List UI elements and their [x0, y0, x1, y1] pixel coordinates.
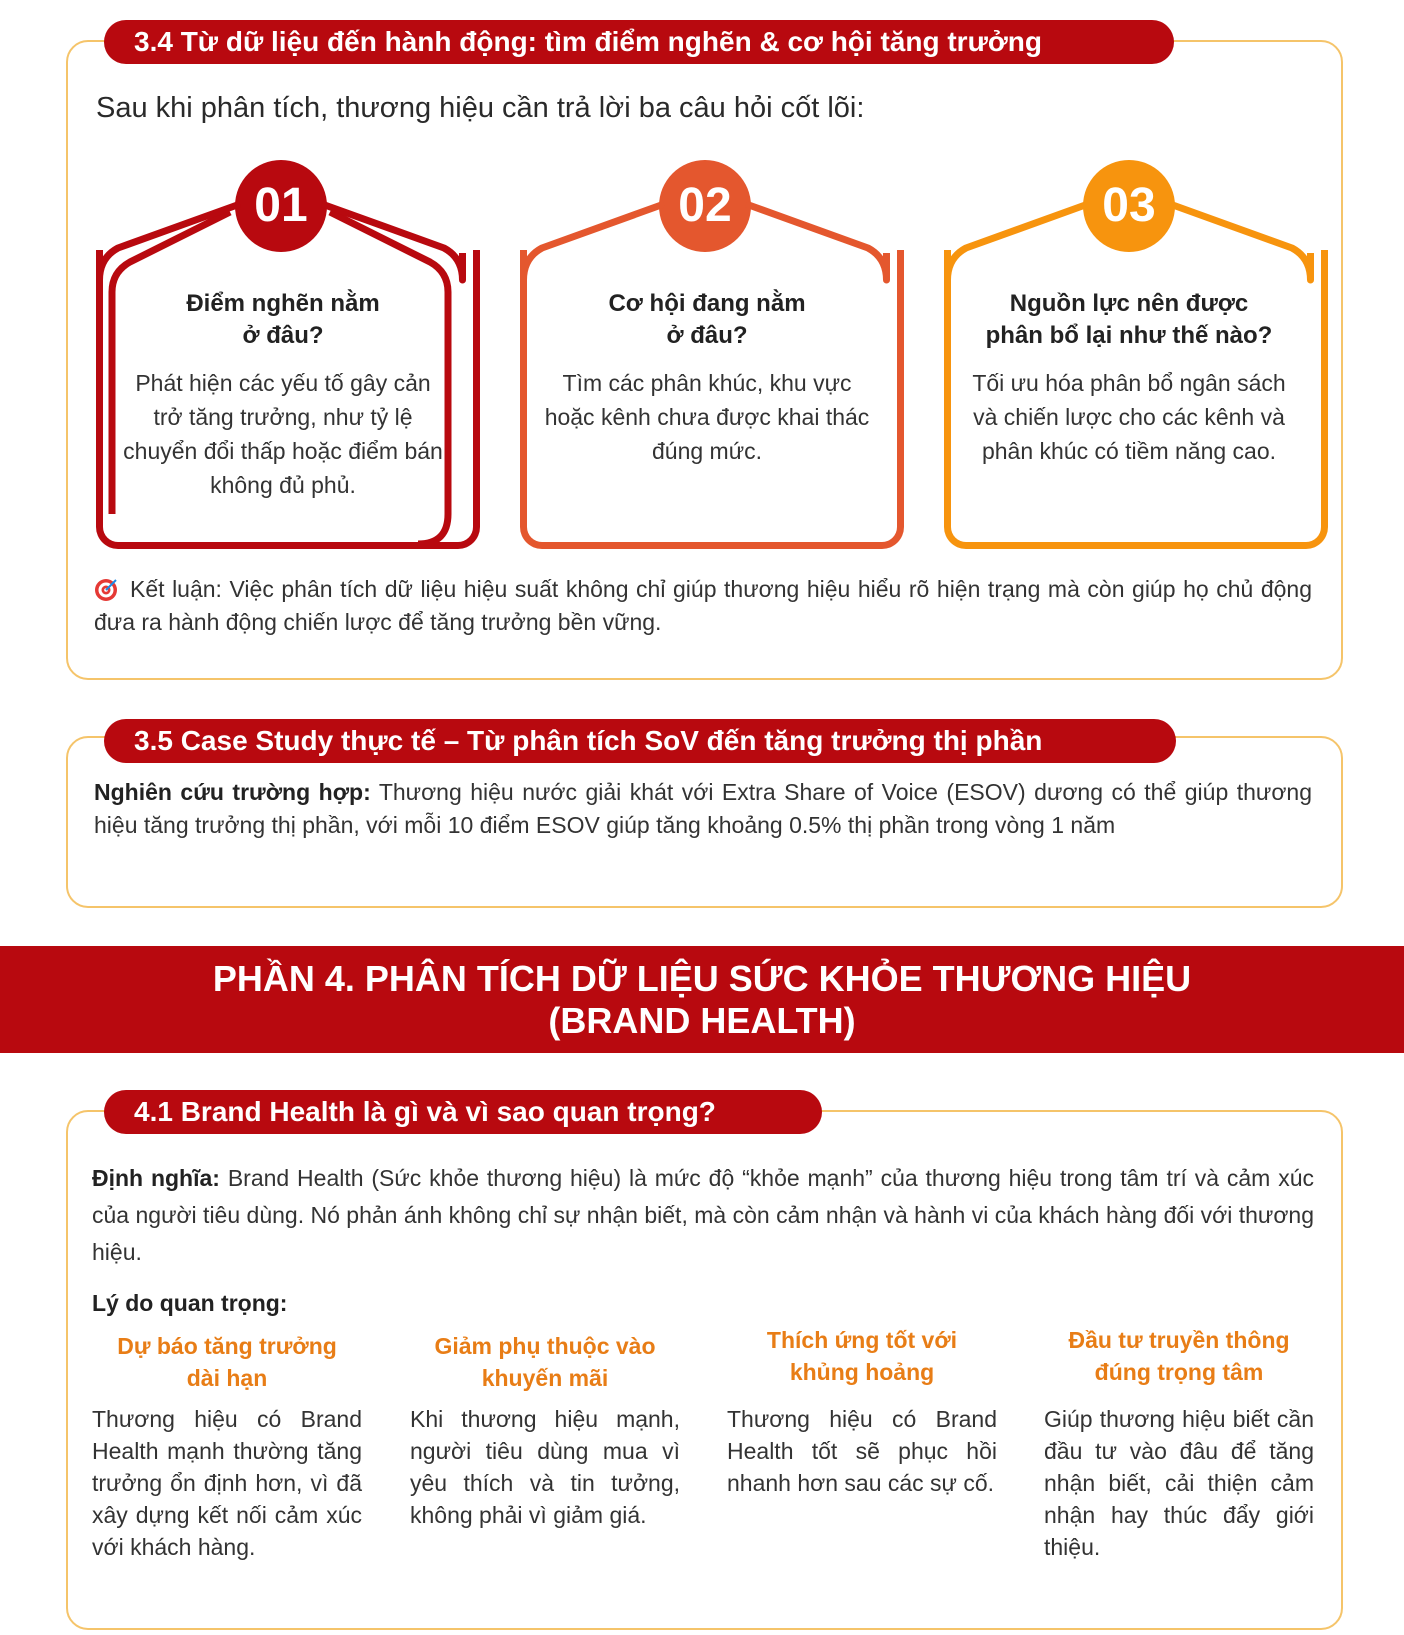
conclusion-text	[94, 573, 1312, 639]
reason-2-title-line1: Giảm phụ thuộc vào	[434, 1333, 656, 1359]
reasons-label: Lý do quan trọng:	[92, 1290, 288, 1316]
card-2-title-line1: Cơ hội đang nằm	[608, 290, 806, 317]
card-1-desc: Phát hiện các yếu tố gây cản trở tăng trưởng, như tỷ lệ chuyển đổi thấp hoặc điểm bán không đủ phủ.	[123, 370, 443, 498]
section-4-1-heading: 4.1 Brand Health là gì và vì sao quan trọng?	[104, 1090, 822, 1134]
case-study-text	[94, 776, 1312, 842]
reason-4-title	[1044, 1324, 1314, 1388]
card-2-number: 02	[659, 160, 751, 252]
card-3-title-line1: Nguồn lực nên được	[1009, 290, 1249, 317]
reason-2-title	[410, 1330, 680, 1394]
card-3-number: 03	[1083, 160, 1175, 252]
case-study-label: Nghiên cứu trường hợp:	[94, 779, 371, 805]
part-4-title-line2: (BRAND HEALTH)	[548, 1000, 856, 1041]
reason-1-title-line1: Dự báo tăng trưởng	[117, 1333, 337, 1359]
reason-3-desc: Thương hiệu có Brand Health tốt sẽ phục hồi nhanh hơn sau các sự cố.	[727, 1406, 997, 1496]
reason-1-desc: Thương hiệu có Brand Health mạnh thường tăng trưởng ổn định hơn, vì đã xây dựng kết nối cảm xúc với khách hàng.	[92, 1406, 362, 1560]
reason-3-title	[727, 1324, 997, 1388]
reason-4-desc: Giúp thương hiệu biết cần đầu tư vào đâu để tăng nhận biết, cải thiện cảm nhận hay thúc đẩy giới thiệu.	[1044, 1406, 1314, 1560]
card-3-title-line2: phân bổ lại như thế nào?	[985, 322, 1273, 349]
section-3-4-intro: Sau khi phân tích, thương hiệu cần trả lời ba câu hỏi cốt lõi:	[96, 92, 865, 124]
card-1-title-line1: Điểm nghẽn nằm	[186, 290, 380, 317]
reason-4-title-line1: Đầu tư truyền thông	[1068, 1327, 1290, 1353]
definition-label: Định nghĩa:	[92, 1165, 220, 1191]
reason-1-title	[92, 1330, 362, 1394]
reason-2-title-line2: khuyến mãi	[481, 1365, 609, 1391]
card-1-title-line2: ở đâu?	[242, 322, 324, 349]
reason-3-title-line2: khủng hoảng	[789, 1359, 935, 1385]
section-3-5-heading: 3.5 Case Study thực tế – Từ phân tích SoV đến tăng trưởng thị phần	[104, 719, 1176, 763]
reason-3-title-line1: Thích ứng tốt với	[766, 1327, 958, 1353]
part-4-banner	[0, 946, 1404, 1053]
definition-text	[92, 1160, 1314, 1271]
reason-4-title-line2: đúng trọng tâm	[1094, 1359, 1264, 1385]
definition-body: Brand Health (Sức khỏe thương hiệu) là mức độ “khỏe mạnh” của thương hiệu trong tâm trí và cảm xúc của người tiêu dùng. Nó phản ánh không chỉ sự nhận biết, mà còn cảm nhận và hành vi của khách hàng đối với thương hiệu.	[92, 1165, 1314, 1265]
case-study-body: Thương hiệu nước giải khát với Extra Share of Voice (ESOV) dương có thể giúp thương hiệu tăng trưởng thị phần, với mỗi 10 điểm ESOV giúp tăng khoảng 0.5% thị phần trong vòng 1 năm	[94, 779, 1312, 838]
card-1-number: 01	[235, 160, 327, 252]
card-2-desc: Tìm các phân khúc, khu vực hoặc kênh chưa được khai thác đúng mức.	[544, 370, 870, 464]
reason-2-desc: Khi thương hiệu mạnh, người tiêu dùng mua vì yêu thích và tin tưởng, không phải vì giảm giá.	[410, 1406, 680, 1528]
card-3-desc: Tối ưu hóa phân bổ ngân sách và chiến lược cho các kênh và phân khúc có tiềm năng cao.	[972, 370, 1286, 464]
section-3-4-heading: 3.4 Từ dữ liệu đến hành động: tìm điểm nghẽn & cơ hội tăng trưởng	[104, 20, 1174, 64]
card-roofs	[0, 180, 1404, 480]
card-2-title-line2: ở đâu?	[666, 322, 748, 349]
conclusion-body: Kết luận: Việc phân tích dữ liệu hiệu suất không chỉ giúp thương hiệu hiểu rõ hiện trạng mà còn giúp họ chủ động đưa ra hành động chiến lược để tăng trưởng bền vững.	[94, 576, 1312, 635]
part-4-title-line1: PHẦN 4. PHÂN TÍCH DỮ LIỆU SỨC KHỎE THƯƠNG HIỆU	[212, 958, 1192, 999]
reason-1-title-line2: dài hạn	[186, 1365, 268, 1391]
